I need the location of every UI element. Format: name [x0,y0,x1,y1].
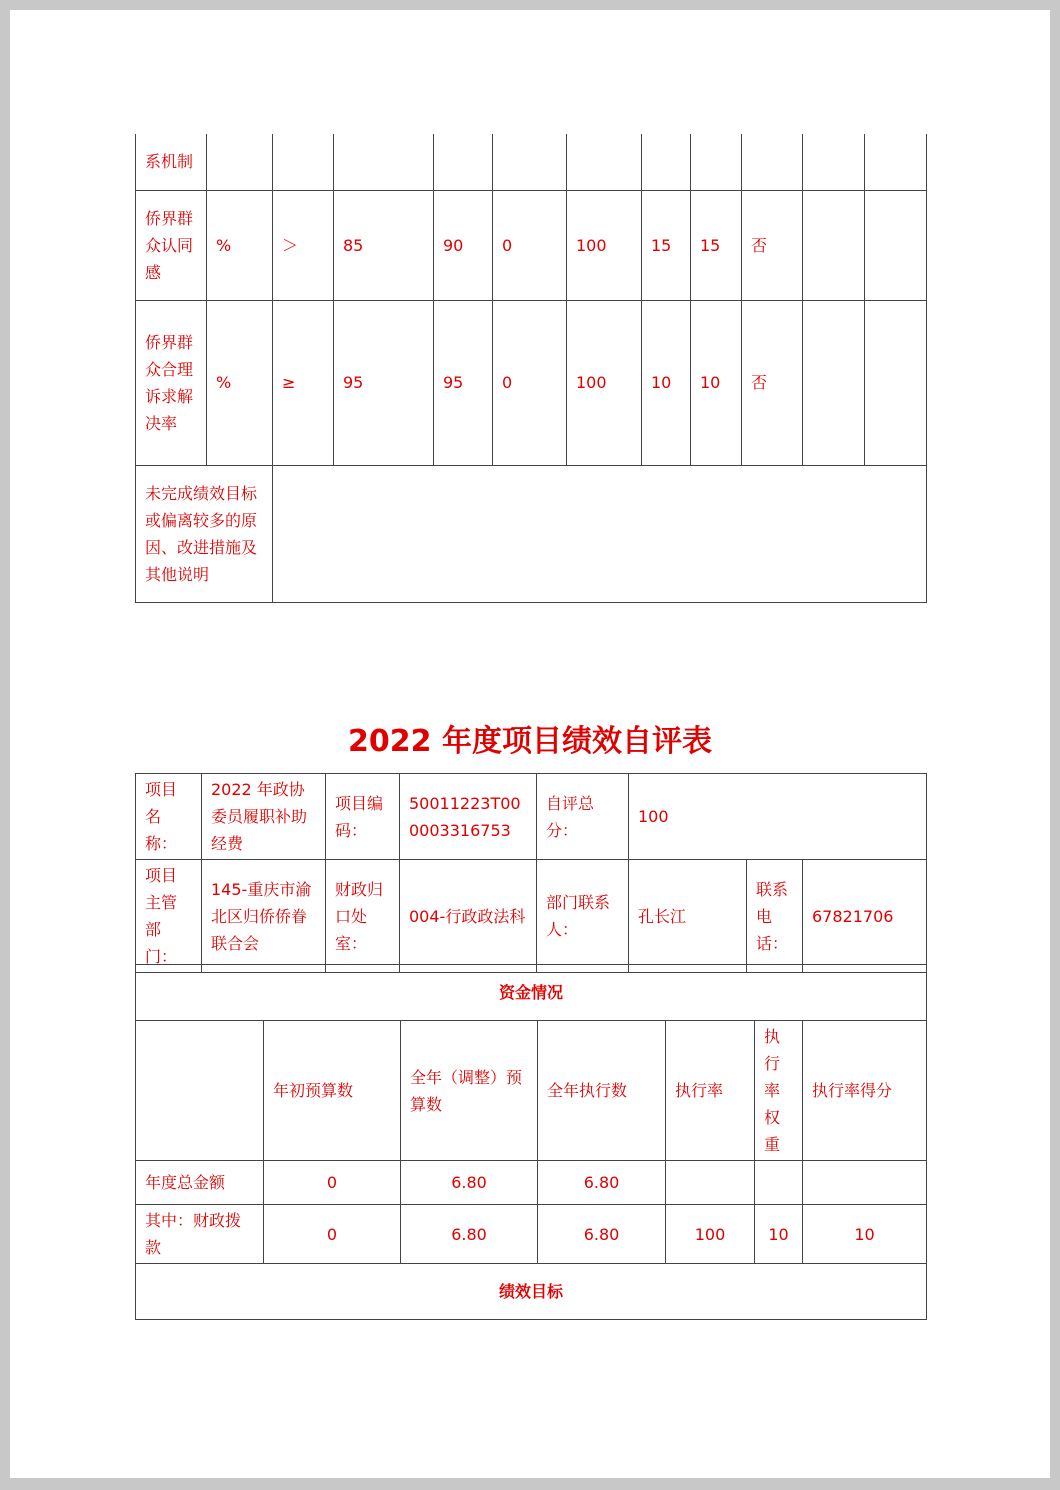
contact-label: 部门联系人： [537,860,629,973]
score-cell: 10 [691,300,742,465]
weight-cell: 10 [642,300,691,465]
table-row [136,965,927,1021]
goal-section-title: 绩效目标 [136,1264,927,1320]
document-page [10,10,1050,1478]
weight-cell: 15 [642,190,691,300]
finance-label: 财政归口处室： [326,860,400,973]
note-value [273,465,927,602]
budget-adjusted: 6.80 [401,1161,538,1205]
budget-initial: 0 [264,1205,401,1264]
table-row [136,774,927,860]
score-label: 自评总分： [537,774,629,860]
project-code-label: 项目编码： [326,774,400,860]
note-label: 未完成绩效目标或偏离较多的原因、改进措施及其他说明 [136,465,273,602]
project-name: 2022 年政协委员履职补助经费 [202,774,326,860]
table-row [136,190,927,300]
value-cell: 0 [493,190,567,300]
budget-executed: 6.80 [538,1161,666,1205]
actual-cell: 90 [434,190,493,300]
table-header-row [136,1021,927,1161]
project-name-label: 项目名称： [136,774,202,860]
row-label: 其中：财政拨款 [136,1205,264,1264]
column-header: 年初预算数 [264,1021,401,1161]
dept-label: 项目主管部门： [136,860,202,973]
rate-score [803,1161,927,1205]
execution-rate: 100 [666,1205,755,1264]
rate-score: 10 [803,1205,927,1264]
phone-label: 联系电话： [747,860,803,973]
target-cell: 95 [334,300,434,465]
table-row [136,134,927,190]
phone-value: 67821706 [803,860,927,973]
table-row [136,300,927,465]
table-row [136,1264,927,1320]
value-cell: 0 [493,300,567,465]
column-header: 执行率权重 [755,1021,803,1161]
table-row [136,465,927,602]
indicator-name: 侨界群众合理诉求解决率 [136,300,207,465]
flag-cell: 否 [742,300,803,465]
table-row [136,1205,927,1264]
indicator-name: 侨界群众认同感 [136,190,207,300]
actual-cell: 95 [434,300,493,465]
dept-value: 145-重庆市渝北区归侨侨眷联合会 [202,860,326,973]
score-cell: 15 [691,190,742,300]
operator-cell: ＞ [273,190,334,300]
project-code: 50011223T000003316753 [400,774,537,860]
unit-cell: % [207,190,273,300]
value-cell: 100 [567,190,642,300]
column-header [136,1021,264,1161]
table-row [136,860,927,973]
page-title: 2022 年度项目绩效自评表 [348,724,712,759]
column-header: 全年执行数 [538,1021,666,1161]
rate-weight: 10 [755,1205,803,1264]
column-header: 执行率得分 [803,1021,927,1161]
funds-section-title: 资金情况 [136,965,927,1021]
indicator-name: 系机制 [136,134,207,190]
row-label: 年度总金额 [136,1161,264,1205]
funds-table [135,964,927,1320]
finance-value: 004-行政政法科 [400,860,537,973]
value-cell: 100 [567,300,642,465]
unit-cell: % [207,300,273,465]
budget-adjusted: 6.80 [401,1205,538,1264]
column-header: 全年（调整）预算数 [401,1021,538,1161]
budget-executed: 6.80 [538,1205,666,1264]
flag-cell: 否 [742,190,803,300]
budget-initial: 0 [264,1161,401,1205]
project-info-table [135,773,927,973]
indicator-table [135,134,927,603]
column-header: 执行率 [666,1021,755,1161]
execution-rate [666,1161,755,1205]
operator-cell: ≥ [273,300,334,465]
table-row [136,1161,927,1205]
contact-value: 孔长江 [629,860,747,973]
rate-weight [755,1161,803,1205]
target-cell: 85 [334,190,434,300]
total-score: 100 [629,774,927,860]
